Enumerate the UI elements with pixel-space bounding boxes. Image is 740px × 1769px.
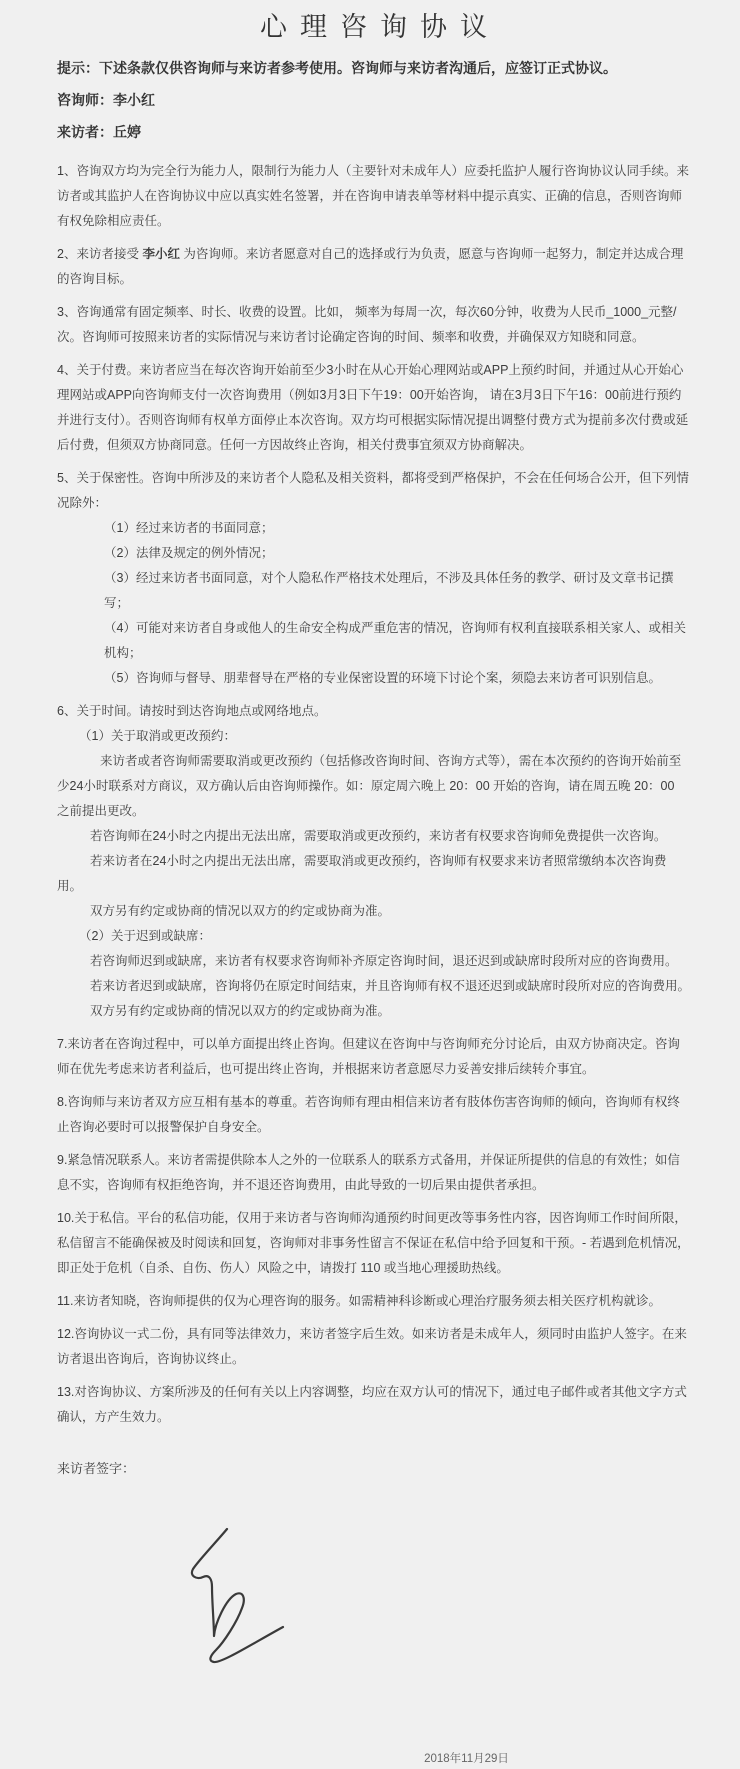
clause-paragraph bbox=[57, 999, 690, 1024]
inline-bold-name: 李小红 bbox=[142, 247, 180, 261]
clauses-list bbox=[57, 159, 690, 1430]
clause-12 bbox=[57, 1322, 690, 1372]
clause-paragraph bbox=[57, 541, 690, 566]
clause-paragraph bbox=[57, 616, 690, 666]
clause-text: 若来访者迟到或缺席，咨询将仍在原定时间结束，并且咨询师有权不退还迟到或缺席时段所对应的咨询费用。 bbox=[90, 979, 691, 993]
clause-paragraph bbox=[57, 1090, 690, 1140]
clause-text: 若咨询师迟到或缺席，来访者有权要求咨询师补齐原定咨询时间，退还迟到或缺席时段所对应的咨询费用。 bbox=[90, 954, 678, 968]
counselor-name: 李小红 bbox=[113, 92, 155, 108]
clause-text: 2、来访者接受 bbox=[57, 247, 143, 261]
clause-8 bbox=[57, 1090, 690, 1140]
clause-text: 7.来访者在咨询过程中，可以单方面提出终止咨询。但建议在咨询中与咨询师充分讨论后，由双方协商决定。咨询师在优先考虑来访者利益后，也可提出终止咨询，并根据来访者意愿尽力妥善安排后续转介事宜。 bbox=[57, 1037, 680, 1076]
client-line bbox=[57, 120, 690, 145]
clause-paragraph bbox=[57, 849, 690, 899]
client-name: 丘婷 bbox=[113, 124, 141, 140]
clause-paragraph bbox=[57, 242, 690, 292]
clause-3 bbox=[57, 300, 690, 350]
clause-paragraph bbox=[57, 159, 690, 234]
clause-text: 9.紧急情况联系人。来访者需提供除本人之外的一位联系人的联系方式备用，并保证所提供的信息的有效性；如信息不实，咨询师有权拒绝咨询，并不退还咨询费用，由此导致的一切后果由提供者承担。 bbox=[57, 1153, 680, 1192]
clause-paragraph bbox=[57, 516, 690, 541]
clause-5 bbox=[57, 466, 690, 691]
clause-paragraph bbox=[57, 699, 690, 724]
clause-paragraph bbox=[57, 1148, 690, 1198]
clause-paragraph bbox=[57, 666, 690, 691]
clause-paragraph bbox=[57, 899, 690, 924]
client-signature bbox=[157, 1509, 457, 1699]
clause-text: 若来访者在24小时之内提出无法出席，需要取消或更改预约，咨询师有权要求来访者照常缴纳本次咨询费用。 bbox=[57, 854, 667, 893]
clause-paragraph bbox=[57, 924, 690, 949]
clause-paragraph bbox=[57, 749, 690, 824]
clause-paragraph bbox=[57, 724, 690, 749]
clause-paragraph bbox=[57, 300, 690, 350]
clause-text: （3）经过来访者书面同意，对个人隐私作严格技术处理后，不涉及具体任务的教学、研讨及文章书记撰写； bbox=[104, 571, 674, 610]
clause-text: 来访者或者咨询师需要取消或更改预约（包括修改咨询时间、咨询方式等），需在本次预约的咨询开始前至少24小时联系对方商议，双方确认后由咨询师操作。如：原定周六晚上 20：00 开始的咨询，请在周五晚 20：00 之前提出更改。 bbox=[57, 754, 682, 818]
clause-6 bbox=[57, 699, 690, 1024]
clause-4 bbox=[57, 358, 690, 458]
clause-text: 1、咨询双方均为完全行为能力人，限制行为能力人（主要针对未成年人）应委托监护人履行咨询协议认同手续。来访者或其监护人在咨询协议中应以真实姓名签署，并在咨询申请表单等材料中提示真实、正确的信息，否则咨询师有权免除相应责任。 bbox=[57, 164, 689, 228]
clause-text: （1）关于取消或更改预约： bbox=[79, 729, 236, 743]
clause-paragraph bbox=[57, 974, 690, 999]
clause-text: 5、关于保密性。咨询中所涉及的来访者个人隐私及相关资料，都将受到严格保护，不会在任何场合公开，但下列情况除外： bbox=[57, 471, 689, 510]
clause-text: 4、关于付费。来访者应当在每次咨询开始前至少3小时在从心开始心理网站或APP上预约时间，并通过从心开始心理网站或APP向咨询师支付一次咨询费用（例如3月3日下午19：00开始咨询， 请在3月3日下午16：00前进行预约并进行支付）。否则咨询师有权单方面停止本次咨询。双方均可根据实际情况提出调整付费方式为提前多次付费或延后付费，但须双方协商同意。任何一方因故终止咨询，相关付费事宜须双方协商解决。 bbox=[57, 363, 689, 452]
clause-paragraph bbox=[57, 566, 690, 616]
clause-text: （4）可能对来访者自身或他人的生命安全构成严重危害的情况，咨询师有权利直接联系相关家人、或相关机构； bbox=[104, 621, 686, 660]
clause-text: 12.咨询协议一式二份，具有同等法律效力，来访者签字后生效。如来访者是未成年人，须同时由监护人签字。在来访者退出咨询后，咨询协议终止。 bbox=[57, 1327, 687, 1366]
clause-text: 6、关于时间。请按时到达咨询地点或网络地点。 bbox=[57, 704, 327, 718]
client-label: 来访者： bbox=[57, 124, 113, 140]
clause-text: 10.关于私信。平台的私信功能，仅用于来访者与咨询师沟通预约时间更改等事务性内容，因咨询师工作时间所限，私信留言不能确保被及时阅读和回复，咨询师对非事务性留言不保证在私信中给予回复和干预。- 若遇到危机情况，即正处于危机（自杀、自伤、伤人）风险之中，请拨打 110 或当地心理援助热线。 bbox=[57, 1211, 690, 1275]
clause-paragraph bbox=[57, 824, 690, 849]
clause-text: 若咨询师在24小时之内提出无法出席，需要取消或更改预约，来访者有权要求咨询师免费提供一次咨询。 bbox=[90, 829, 667, 843]
clause-paragraph bbox=[57, 358, 690, 458]
clause-paragraph bbox=[57, 949, 690, 974]
clause-text: 13.对咨询协议、方案所涉及的任何有关以上内容调整，均应在双方认可的情况下，通过电子邮件或者其他文字方式确认，方产生效力。 bbox=[57, 1385, 687, 1424]
clause-text: 11.来访者知晓，咨询师提供的仅为心理咨询的服务。如需精神科诊断或心理治疗服务须去相关医疗机构就诊。 bbox=[57, 1294, 661, 1308]
clause-2 bbox=[57, 242, 690, 292]
page-title: 心理咨询协议 bbox=[260, 12, 500, 42]
clause-text: 双方另有约定或协商的情况以双方的约定或协商为准。 bbox=[90, 904, 391, 918]
clause-10 bbox=[57, 1206, 690, 1281]
clause-paragraph bbox=[57, 1289, 690, 1314]
clause-text: （5）咨询师与督导、朋辈督导在严格的专业保密设置的环境下讨论个案，须隐去来访者可识别信息。 bbox=[104, 671, 661, 685]
clause-text: （2）法律及规定的例外情况； bbox=[104, 546, 274, 560]
clause-text: （2）关于迟到或缺席： bbox=[79, 929, 211, 943]
clause-13 bbox=[57, 1380, 690, 1430]
clause-paragraph bbox=[57, 466, 690, 516]
clause-text: 8.咨询师与来访者双方应互相有基本的尊重。若咨询师有理由相信来访者有肢体伤害咨询师的倾向，咨询师有权终止咨询必要时可以报警保护自身安全。 bbox=[57, 1095, 680, 1134]
clause-7 bbox=[57, 1032, 690, 1082]
counselor-line bbox=[57, 88, 690, 113]
signature-label: 来访者签字： bbox=[57, 1461, 136, 1476]
counselor-label: 咨询师： bbox=[57, 92, 113, 108]
clause-9 bbox=[57, 1148, 690, 1198]
signature-scribble bbox=[192, 1529, 283, 1662]
clause-11 bbox=[57, 1289, 690, 1314]
clause-paragraph bbox=[57, 1380, 690, 1430]
clause-text: 3、咨询通常有固定频率、时长、收费的设置。比如， 频率为每周一次，每次60分钟，收费为人民币_1000_元整/次。咨询师可按照来访者的实际情况与来访者讨论确定咨询的时间、频率和收费，并确保双方知晓和同意。 bbox=[57, 305, 677, 344]
clause-text: 双方另有约定或协商的情况以双方的约定或协商为准。 bbox=[90, 1004, 391, 1018]
clause-text: 为咨询师。来访者愿意对自己的选择或行为负责，愿意与咨询师一起努力，制定并达成合理的咨询目标。 bbox=[57, 247, 684, 286]
clause-paragraph bbox=[57, 1322, 690, 1372]
clause-paragraph bbox=[57, 1032, 690, 1082]
agreement-date: 2018年11月29日 bbox=[424, 1753, 509, 1765]
clause-1 bbox=[57, 159, 690, 234]
clause-paragraph bbox=[57, 1206, 690, 1281]
clause-text: （1）经过来访者的书面同意； bbox=[104, 521, 274, 535]
hint-line: 提示：下述条款仅供咨询师与来访者参考使用。咨询师与来访者沟通后，应签订正式协议。 bbox=[57, 60, 617, 76]
